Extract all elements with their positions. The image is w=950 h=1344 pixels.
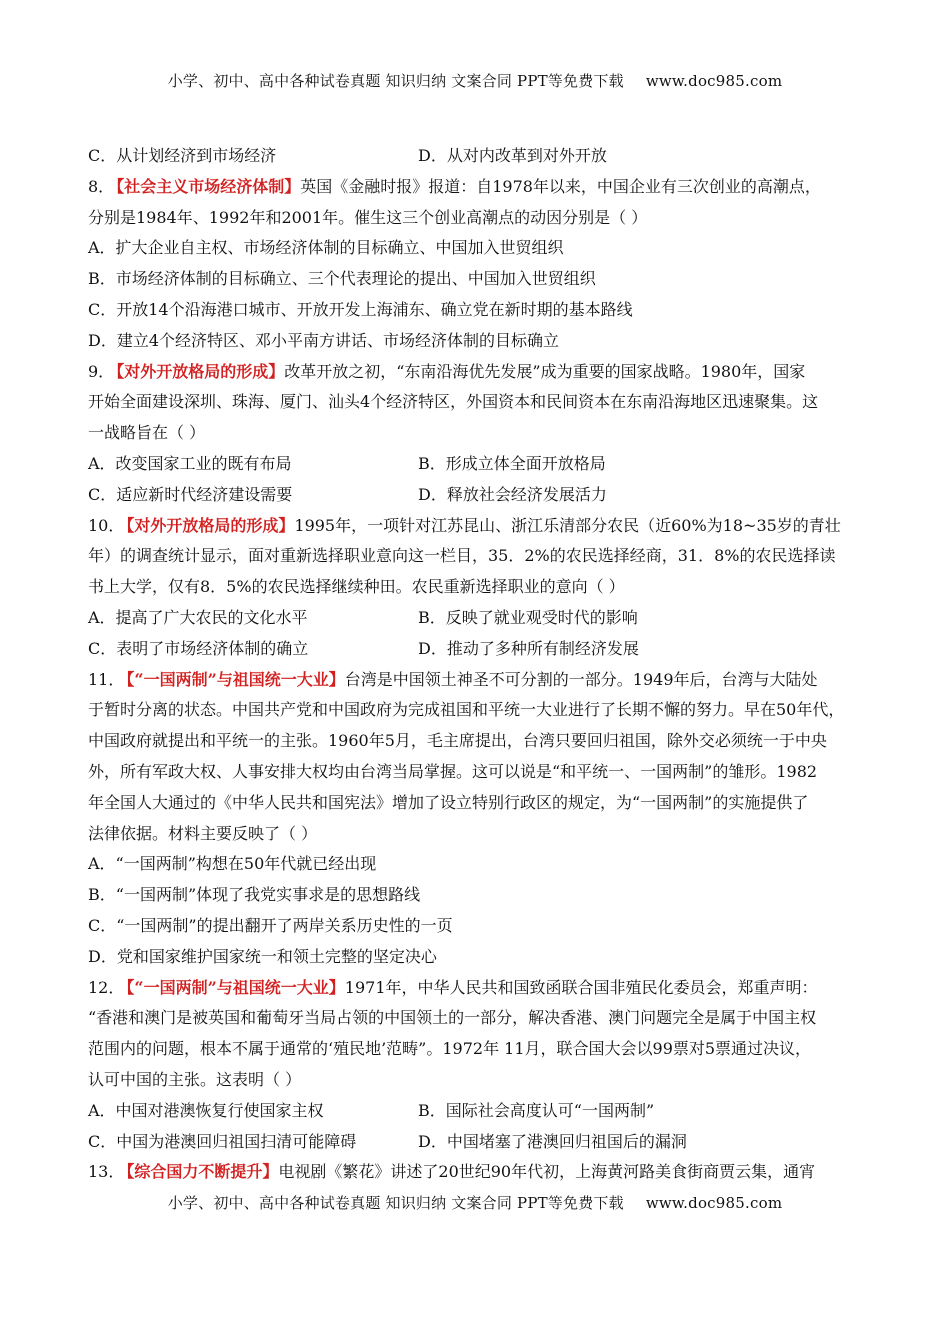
q9-topic-tag: 【对外开放格局的形成】	[116, 361, 285, 381]
q12-option-a: A．中国对港澳恢复行使国家主权	[88, 1100, 324, 1120]
q10-option-d: D．推动了多种所有制经济发展	[418, 638, 639, 658]
q13-topic-tag: 【综合国力不断提升】	[126, 1162, 279, 1182]
q12-option-b: B．国际社会高度认可“一国两制”	[418, 1100, 655, 1120]
q12-options-ab	[88, 1096, 878, 1127]
q11-stem-line4: 外，所有军政大权、人事安排大权均由台湾当局掌握。这可以说是“和平统一、一国两制”的雏形。1982	[88, 761, 818, 781]
q9-option-a: A．改变国家工业的既有布局	[88, 453, 292, 473]
q11-stem-line1	[88, 665, 878, 696]
q11-stem-line3: 中国政府就提出和平统一的主张。1960年5月，毛主席提出，台湾只要回归祖国，除外交必须统一于中央	[88, 731, 827, 751]
q12-options-cd	[88, 1127, 878, 1158]
q10-options-cd	[88, 634, 878, 665]
q13-stem-text: 电视剧《繁花》讲述了20世纪90年代初，上海黄河路美食街商贾云集，通宵	[278, 1162, 816, 1182]
q9-stem-line2: 开始全面建设深圳、珠海、厦门、汕头4个经济特区，外国资本和民间资本在东南沿海地区迅速聚集。这	[88, 392, 819, 412]
footer-url[interactable]: www.doc985.com	[645, 1194, 783, 1212]
question-content	[88, 141, 878, 1188]
q12-stem-text: 1971年，中华人民共和国致函联合国非殖民化委员会，郑重声明：	[344, 977, 818, 997]
q8-option-a: A．扩大企业自主权、市场经济体制的目标确立、中国加入世贸组织	[88, 238, 564, 258]
footer-text: 小学、初中、高中各种试卷真题 知识归纳 文案合同 PPT等免费下载	[167, 1194, 624, 1212]
q10-option-a: A．提高了广大农民的文化水平	[88, 607, 308, 627]
q12-number: 12．	[88, 977, 125, 997]
q8-option-d: D．建立4个经济特区、邓小平南方讲话、市场经济体制的目标确立	[88, 330, 560, 350]
header-text: 小学、初中、高中各种试卷真题 知识归纳 文案合同 PPT等免费下载	[167, 72, 624, 90]
q7-option-c: C．从计划经济到市场经济	[88, 146, 277, 165]
q11-topic-tag: 【“一国两制”与祖国统一大业】	[126, 669, 345, 689]
q11-option-b: B．“一国两制”体现了我党实事求是的思想路线	[88, 885, 421, 905]
q10-stem-text: 1995年，一项针对江苏昆山、浙江乐清部分农民（近60%为18~35岁的青壮	[294, 515, 841, 535]
q9-stem-line3: 一战略旨在（ ）	[88, 423, 206, 443]
q10-number: 10．	[88, 515, 125, 535]
q8-number: 8．	[88, 176, 115, 196]
q12-stem-line4: 认可中国的主张。这表明（ ）	[88, 1069, 302, 1089]
q12-stem-line1	[88, 973, 878, 1004]
q12-stem-line3: 范围内的问题，根本不属于通常的‘殖民地’范畴”。1972年 11月，联合国大会以99票对5票通过决议，	[88, 1039, 812, 1059]
q7-option-d: D．从对内改革到对外开放	[418, 146, 607, 165]
q11-stem-text: 台湾是中国领土神圣不可分割的一部分。1949年后，台湾与大陆处	[344, 669, 818, 689]
q9-number: 9．	[88, 361, 115, 381]
q11-option-d: D．党和国家维护国家统一和领土完整的坚定决心	[88, 946, 437, 966]
q11-stem-line6: 法律依据。材料主要反映了（ ）	[88, 823, 318, 843]
q13-stem-line1	[88, 1157, 878, 1188]
q8-option-c: C．开放14个沿海港口城市、开放开发上海浦东、确立党在新时期的基本路线	[88, 299, 633, 319]
q10-options-ab	[88, 603, 878, 634]
q10-stem-line2: 年）的调查统计显示，面对重新选择职业意向这一栏目，35．2%的农民选择经商，31．8%的农民选择读	[88, 546, 836, 566]
header-url[interactable]: www.doc985.com	[645, 72, 783, 90]
q9-options-cd	[88, 480, 878, 511]
q8-option-b: B．市场经济体制的目标确立、三个代表理论的提出、中国加入世贸组织	[88, 269, 596, 289]
q11-option-c: C．“一国两制”的提出翻开了两岸关系历史性的一页	[88, 915, 453, 935]
q9-stem-line1	[88, 357, 878, 388]
q9-option-d: D．释放社会经济发展活力	[418, 484, 607, 504]
q11-stem-line5: 年全国人大通过的《中华人民共和国宪法》增加了设立特别行政区的规定，为“一国两制”的实施提供了	[88, 792, 809, 812]
q8-stem-text: 英国《金融时报》报道：自1978年以来，中国企业有三次创业的高潮点，	[300, 176, 821, 196]
q11-stem-line2: 于暂时分离的状态。中国共产党和中国政府为完成祖国和平统一大业进行了长期不懈的努力。早在50年代，	[88, 700, 845, 720]
q10-topic-tag: 【对外开放格局的形成】	[126, 515, 295, 535]
page-header	[0, 70, 950, 91]
q11-option-a: A．“一国两制”构想在50年代就已经出现	[88, 854, 377, 874]
q13-number: 13．	[88, 1162, 125, 1182]
q8-stem-line1	[88, 172, 878, 203]
q10-stem-line3: 书上大学，仅有8．5%的农民选择继续种田。农民重新选择职业的意向（ ）	[88, 577, 625, 597]
page-footer	[0, 1192, 950, 1213]
q9-option-b: B．形成立体全面开放格局	[418, 453, 606, 473]
q9-stem-text: 改革开放之初，“东南沿海优先发展”成为重要的国家战略。1980年，国家	[284, 361, 806, 381]
q8-stem-line2: 分别是1984年、1992年和2001年。催生这三个创业高潮点的动因分别是（ ）	[88, 207, 648, 227]
q11-number: 11．	[88, 669, 125, 689]
q8-topic-tag: 【社会主义市场经济体制】	[116, 176, 301, 196]
q12-topic-tag: 【“一国两制”与祖国统一大业】	[126, 977, 345, 997]
q7-options-cd	[88, 141, 878, 172]
q12-option-c: C．中国为港澳回归祖国扫清可能障碍	[88, 1131, 357, 1151]
q12-stem-line2: “香港和澳门是被英国和葡萄牙当局占领的中国领土的一部分，解决香港、澳门问题完全是属于中国主权	[88, 1008, 817, 1028]
q10-stem-line1	[88, 511, 878, 542]
q9-option-c: C．适应新时代经济建设需要	[88, 484, 293, 504]
q12-option-d: D．中国堵塞了港澳回归祖国后的漏洞	[418, 1131, 687, 1151]
q10-option-b: B．反映了就业观受时代的影响	[418, 607, 638, 627]
q10-option-c: C．表明了市场经济体制的确立	[88, 638, 309, 658]
q9-options-ab	[88, 449, 878, 480]
